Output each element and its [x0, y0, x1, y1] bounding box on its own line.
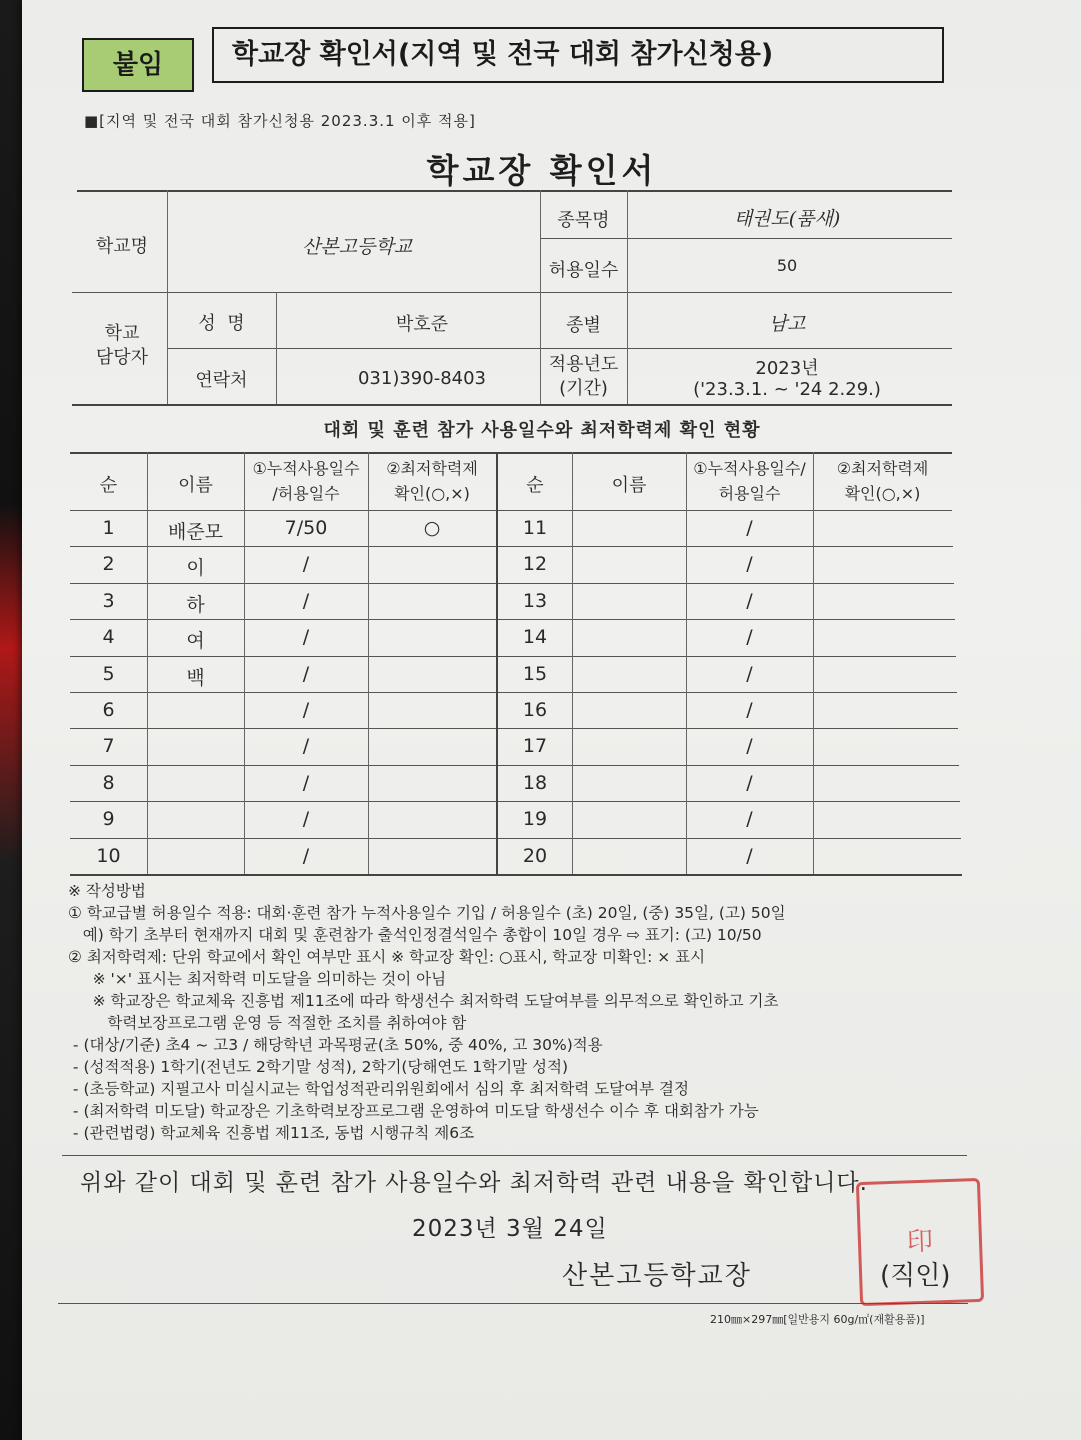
table-col-line [572, 452, 573, 874]
school-name-label: 학교명 [95, 236, 149, 257]
school-name-value: 산본고등학교 [301, 236, 413, 258]
writing-instructions [68, 880, 1028, 1144]
table-row-line [70, 583, 954, 584]
principal-signer: 산본고등학교장 [562, 1261, 752, 1291]
header-check: ②최저학력제 확인(○,×) [386, 459, 478, 503]
note-line: 학력보장프로그램 운영 등 적절한 조치를 취하여야 함 [68, 1014, 467, 1032]
cell-no: 19 [522, 808, 548, 831]
info-top-border [77, 190, 952, 192]
table-row-line [70, 765, 959, 766]
table-header-border [70, 510, 952, 511]
note-line: - (성적적용) 1학기(전년도 2학기말 성적), 2학기(당해연도 1학기말 성적) [68, 1058, 568, 1076]
staff-label: 학교 담당자 [95, 323, 149, 368]
category-value: 남고 [768, 313, 806, 335]
table-row-line [70, 801, 960, 802]
cell-no: 3 [102, 589, 115, 612]
note-line: 예) 학기 초부터 현재까지 대회 및 훈련참가 출석인정결석일수 총합이 10일 경우 ⇨ 표기: (고) 10/50 [68, 926, 762, 944]
note-line: - (초등학교) 지필고사 미실시교는 학업성적관리위원회에서 심의 후 최저학력 도달여부 결정 [68, 1080, 689, 1098]
cell-days: / [746, 517, 753, 539]
document-title: 학교장 확인서 [426, 151, 658, 190]
attachment-badge: 붙임 [82, 38, 194, 92]
allowed-days-value: 50 [776, 256, 798, 275]
cell-days: / [302, 771, 310, 794]
cell-name: 하 [186, 593, 205, 616]
seal-char: 印 [906, 1226, 934, 1258]
table-row-line [70, 619, 955, 620]
cell-days: / [302, 626, 310, 649]
info-bottom-border [72, 404, 952, 406]
contact-value: 031)390-8403 [357, 368, 487, 389]
cell-days: / [746, 844, 753, 867]
header-no: 순 [526, 475, 544, 496]
table-row-line [70, 838, 961, 839]
cell-days: / [746, 808, 753, 831]
form-subtitle: ■[지역 및 전국 대회 참가신청용 2023.3.1 이후 적용] [84, 112, 476, 130]
cell-no: 6 [102, 699, 115, 721]
cell-days: / [746, 626, 753, 649]
cell-days: / [746, 699, 753, 721]
info-divider [72, 292, 952, 293]
cell-name: 백 [186, 666, 205, 689]
header-days: ①누적사용일수 /허용일수 [252, 459, 360, 503]
cell-days: / [746, 553, 753, 576]
period-value: ('23.3.1. ~ '24 2.29.) [693, 379, 881, 400]
cell-days: / [302, 589, 310, 612]
header-check: ②최저학력제 확인(○,×) [836, 459, 929, 503]
cell-no: 8 [102, 771, 115, 794]
header-name: 이름 [178, 475, 213, 496]
section-title: 대회 및 훈련 참가 사용일수와 최저학력제 확인 현황 [323, 420, 761, 441]
table-col-line [813, 452, 814, 874]
allowed-days-label: 허용일수 [548, 260, 619, 281]
cell-no: 7 [102, 735, 115, 758]
form-title: 학교장 확인서(지역 및 전국 대회 참가신청용) [212, 27, 944, 83]
cell-no: 1 [102, 517, 115, 539]
cell-name: 이 [186, 557, 205, 580]
cell-days: / [302, 808, 310, 831]
seal-label: (직인) [880, 1261, 951, 1291]
header-days: ①누적사용일수/ 허용일수 [693, 459, 806, 503]
cell-days: / [302, 735, 310, 758]
contact-label: 연락처 [195, 370, 248, 391]
year-label: 적용년도 (기간) [548, 354, 619, 399]
footer-divider [62, 1155, 967, 1156]
cell-no: 12 [522, 553, 548, 576]
header-no: 순 [99, 475, 118, 496]
cell-days: 7/50 [284, 517, 328, 539]
table-top-border [70, 452, 952, 454]
cell-days: / [746, 589, 753, 612]
event-value: 태권도(품새) [733, 208, 841, 230]
note-line: ※ 작성방법 [68, 882, 146, 900]
cell-check: ○ [423, 517, 441, 539]
cell-no: 10 [96, 844, 121, 867]
cell-no: 16 [522, 699, 548, 721]
cell-no: 2 [102, 553, 115, 576]
cell-no: 11 [522, 517, 548, 539]
cell-days: / [746, 771, 753, 794]
year-value: 2023년 [755, 358, 819, 379]
cell-days: / [746, 735, 753, 758]
cell-no: 14 [522, 626, 548, 649]
cell-name: 여 [186, 630, 205, 653]
staff-name-value: 박호준 [395, 314, 449, 335]
cell-name: 배준모 [167, 521, 224, 543]
note-line: - (최저학력 미도달) 학교장은 기초학력보장프로그램 운영하여 미도달 학생선수 이수 후 대회참가 가능 [68, 1102, 759, 1120]
cell-no: 5 [102, 662, 115, 685]
cell-no: 17 [522, 735, 548, 758]
cell-no: 20 [522, 844, 548, 867]
cell-days: / [302, 662, 310, 685]
cell-days: / [302, 699, 310, 721]
note-line: - (대상/기준) 초4 ~ 고3 / 해당학년 과목평균(초 50%, 중 40%, 고 30%)적용 [68, 1036, 603, 1054]
paper-spec: 210㎜×297㎜[일반용지 60g/㎡(재활용품)] [710, 1313, 925, 1326]
cell-no: 9 [102, 808, 115, 831]
note-line: - (관련법령) 학교체육 진흥법 제11조, 동법 시행규칙 제6조 [68, 1124, 475, 1142]
info-col-line [276, 292, 277, 404]
table-row-line [70, 692, 957, 693]
info-col-line [627, 190, 628, 404]
cell-no: 15 [522, 662, 548, 685]
cell-days: / [746, 662, 753, 685]
cell-days: / [302, 553, 310, 576]
cell-no: 18 [522, 771, 548, 794]
header-name: 이름 [611, 475, 647, 496]
name-label: 성 명 [198, 313, 245, 334]
bottom-divider [58, 1303, 968, 1304]
event-label: 종목명 [557, 210, 610, 231]
cell-days: / [302, 844, 310, 867]
category-label: 종별 [566, 315, 601, 336]
cell-no: 4 [102, 626, 115, 649]
confirmation-date: 2023년 3월 24일 [412, 1216, 608, 1242]
table-bottom-border [70, 874, 962, 876]
table-row-line [70, 546, 953, 547]
note-line: ※ '×' 표시는 최저학력 미도달을 의미하는 것이 아님 [68, 970, 447, 988]
document-page [22, 0, 1081, 1440]
note-line: ※ 학교장은 학교체육 진흥법 제11조에 따라 학생선수 최저학력 도달여부를 의무적으로 확인하고 기초 [68, 992, 779, 1010]
table-row-line [70, 728, 958, 729]
note-line: ② 최저학력제: 단위 학교에서 확인 여부만 표시 ※ 학교장 확인: ○표시, 학교장 미확인: × 표시 [68, 948, 706, 966]
info-divider [167, 348, 952, 349]
confirmation-statement: 위와 같이 대회 및 훈련 참가 사용일수와 최저학력 관련 내용을 확인합니다. [80, 1170, 868, 1196]
table-row-line [70, 656, 956, 657]
info-divider [540, 238, 952, 239]
note-line: ① 학교급별 허용일수 적용: 대회·훈련 참가 누적사용일수 기입 / 허용일수 (초) 20일, (중) 35일, (고) 50일 [68, 904, 786, 922]
table-col-line [368, 452, 369, 874]
cell-no: 13 [522, 589, 548, 612]
